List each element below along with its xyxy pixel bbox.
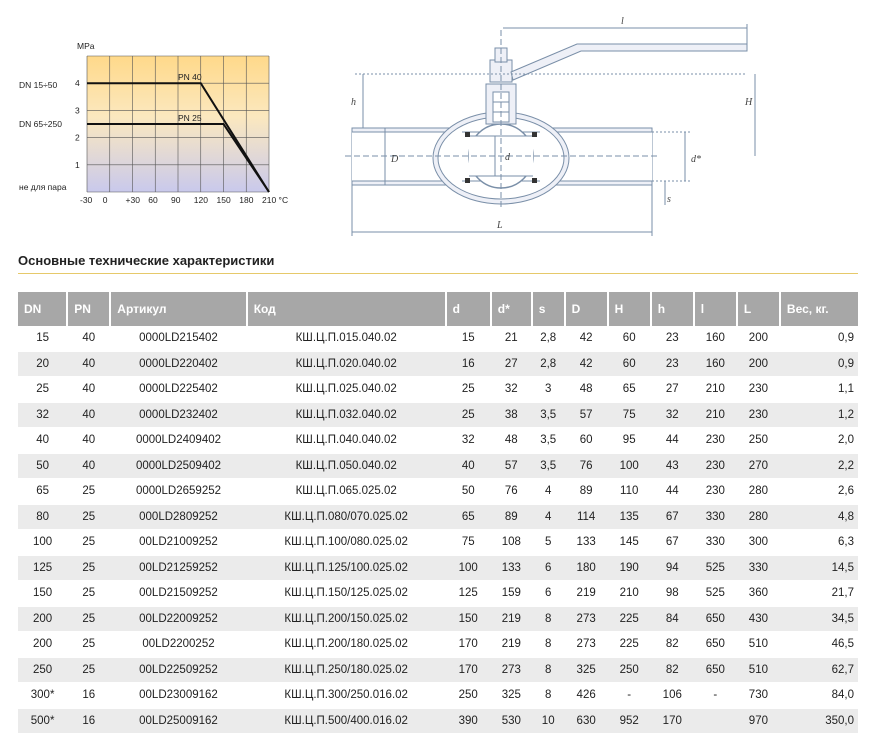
table-cell: 650 [694,657,737,683]
table-cell: КШ.Ц.П.025.040.02 [247,377,446,403]
column-header: H [608,292,651,326]
table-cell: 273 [565,606,608,632]
table-cell: 32 [18,402,67,428]
table-cell: КШ.Ц.П.200/150.025.02 [247,606,446,632]
table-cell: 225 [608,632,651,658]
table-cell: 170 [446,657,491,683]
table-cell: 0,9 [780,351,858,377]
table-cell: 108 [491,530,532,556]
table-cell: 426 [565,683,608,709]
table-cell: 00LD23009162 [110,683,246,709]
table-cell: 57 [491,453,532,479]
table-cell: 0000LD2409402 [110,428,246,454]
table-cell: 225 [608,606,651,632]
table-cell: 8 [532,606,565,632]
specs-table [18,292,858,734]
table-cell: 210 [694,402,737,428]
table-cell: 3,5 [532,402,565,428]
table-cell: 25 [446,402,491,428]
table-cell: 000LD2809252 [110,504,246,530]
table-cell: 00LD21009252 [110,530,246,556]
table-cell: 250 [446,683,491,709]
table-cell: КШ.Ц.П.020.040.02 [247,351,446,377]
section-title: Основные технические характеристики [18,253,275,268]
table-cell: 280 [737,504,780,530]
table-header-row [18,292,858,326]
table-cell: 16 [446,351,491,377]
table-cell: 48 [491,428,532,454]
table-row [18,428,858,454]
table-cell: 40 [18,428,67,454]
table-cell: 48 [565,377,608,403]
table-cell: 50 [18,453,67,479]
table-cell: 200 [18,632,67,658]
table-cell: 25 [446,377,491,403]
table-cell: КШ.Ц.П.065.025.02 [247,479,446,505]
table-cell: 14,5 [780,555,858,581]
table-cell: 50 [446,479,491,505]
table-cell: 76 [565,453,608,479]
chart-label-dn-large: DN 65÷250 [19,119,62,129]
table-cell: 230 [737,377,780,403]
table-cell: - [694,683,737,709]
table-cell: 3 [532,377,565,403]
table-cell: 5 [532,530,565,556]
chart-y-tick: 1 [75,159,80,170]
table-cell: 62,7 [780,657,858,683]
table-cell: 230 [737,402,780,428]
table-cell: 106 [651,683,694,709]
table-cell: 32 [651,402,694,428]
table-cell: 16 [67,708,110,734]
table-cell: 210 [608,581,651,607]
table-cell: КШ.Ц.П.125/100.025.02 [247,555,446,581]
table-cell: 00LD21509252 [110,581,246,607]
chart-x-tick: -30 [80,195,93,205]
table-cell: 250 [608,657,651,683]
table-cell: 330 [737,555,780,581]
table-cell: 0000LD225402 [110,377,246,403]
table-cell: 44 [651,428,694,454]
table-row [18,479,858,505]
table-cell: 98 [651,581,694,607]
table-cell: 16 [67,683,110,709]
table-cell: 133 [565,530,608,556]
valve-handle [511,44,747,80]
chart-x-tick: 210 °C [262,195,289,205]
table-cell: 2,0 [780,428,858,454]
table-cell: 44 [651,479,694,505]
table-cell [694,708,737,734]
table-cell: 1,2 [780,402,858,428]
table-cell: 200 [737,351,780,377]
chart-y-unit: MPa [77,41,95,51]
table-cell: 4 [532,504,565,530]
table-cell: КШ.Ц.П.150/125.025.02 [247,581,446,607]
valve-drawing [345,10,765,242]
table-cell: 159 [491,581,532,607]
table-cell: 15 [446,326,491,351]
table-cell: 21 [491,326,532,351]
table-cell: 2,2 [780,453,858,479]
table-cell: 6 [532,581,565,607]
table-cell: 3,5 [532,453,565,479]
table-cell: 23 [651,326,694,351]
column-header: d [446,292,491,326]
table-cell: 630 [565,708,608,734]
table-cell: 4 [532,479,565,505]
table-cell: 25 [67,632,110,658]
table-row [18,708,858,734]
title-divider [18,273,858,274]
dim-s: s [667,194,671,205]
chart-y-tick: 2 [75,132,80,143]
table-cell: 210 [694,377,737,403]
table-cell: 230 [694,479,737,505]
table-row [18,581,858,607]
table-cell: 390 [446,708,491,734]
table-cell: 273 [491,657,532,683]
table-cell: КШ.Ц.П.250/180.025.02 [247,657,446,683]
table-cell: 6,3 [780,530,858,556]
table-cell: 27 [651,377,694,403]
table-cell: 40 [67,453,110,479]
table-cell: 1,1 [780,377,858,403]
table-cell: 00LD22009252 [110,606,246,632]
table-row [18,606,858,632]
table-cell: 89 [565,479,608,505]
table-cell: 250 [18,657,67,683]
table-cell: 100 [608,453,651,479]
table-cell: 00LD25009162 [110,708,246,734]
table-cell: 325 [565,657,608,683]
table-cell: 0000LD232402 [110,402,246,428]
table-cell: 0000LD2659252 [110,479,246,505]
table-cell: 300* [18,683,67,709]
table-cell: 27 [491,351,532,377]
column-header: h [651,292,694,326]
table-cell: 970 [737,708,780,734]
table-cell: 219 [491,632,532,658]
table-cell: 0,9 [780,326,858,351]
table-cell: 40 [67,351,110,377]
table-cell: 60 [565,428,608,454]
column-header: DN [18,292,67,326]
table-cell: 273 [565,632,608,658]
chart-x-tick: 60 [148,195,158,205]
table-cell: 952 [608,708,651,734]
table-row [18,683,858,709]
table-cell: 160 [694,351,737,377]
table-cell: 25 [67,606,110,632]
table-cell: 60 [608,326,651,351]
column-header: D [565,292,608,326]
table-cell: 75 [446,530,491,556]
table-cell: 3,5 [532,428,565,454]
table-cell: 40 [67,402,110,428]
table-cell: 00LD21259252 [110,555,246,581]
table-cell: 500* [18,708,67,734]
dim-D: D [391,154,399,165]
chart-x-tick: 120 [193,195,208,205]
chart-x-tick: 180 [239,195,254,205]
dim-H: H [745,97,753,108]
table-cell: 32 [446,428,491,454]
table-cell: 230 [694,428,737,454]
column-header: Вес, кг. [780,292,858,326]
table-row [18,377,858,403]
table-cell: 2,8 [532,351,565,377]
chart-x-tick: +30 [125,195,140,205]
chart-x-tick: 90 [171,195,181,205]
table-cell: 82 [651,632,694,658]
table-cell: 23 [651,351,694,377]
table-row [18,555,858,581]
table-cell: 65 [608,377,651,403]
table-cell: 40 [446,453,491,479]
chart-x-tick: 150 [216,195,231,205]
table-cell: КШ.Ц.П.040.040.02 [247,428,446,454]
table-cell: 60 [608,351,651,377]
table-cell: 89 [491,504,532,530]
table-cell: 730 [737,683,780,709]
table-cell: 510 [737,657,780,683]
table-cell: 110 [608,479,651,505]
table-cell: 100 [18,530,67,556]
table-cell: КШ.Ц.П.300/250.016.02 [247,683,446,709]
table-cell: - [608,683,651,709]
table-cell: 270 [737,453,780,479]
table-cell: 32 [491,377,532,403]
table-cell: 67 [651,530,694,556]
table-cell: 76 [491,479,532,505]
table-cell: 510 [737,632,780,658]
table-cell: КШ.Ц.П.500/400.016.02 [247,708,446,734]
table-cell: 170 [651,708,694,734]
table-cell: 75 [608,402,651,428]
table-cell: 57 [565,402,608,428]
table-cell: 100 [446,555,491,581]
table-cell: 25 [67,479,110,505]
table-cell: 325 [491,683,532,709]
table-cell: 6 [532,555,565,581]
dim-l: l [621,16,624,27]
table-row [18,326,858,351]
table-cell: 65 [446,504,491,530]
table-row [18,632,858,658]
table-cell: 530 [491,708,532,734]
table-cell: 360 [737,581,780,607]
table-cell: 170 [446,632,491,658]
table-cell: 0000LD220402 [110,351,246,377]
table-cell: 650 [694,632,737,658]
table-cell: 10 [532,708,565,734]
table-cell: 00LD2200252 [110,632,246,658]
dim-d: d [505,152,510,163]
table-row [18,402,858,428]
table-cell: 34,5 [780,606,858,632]
table-cell: 330 [694,504,737,530]
column-header: s [532,292,565,326]
table-cell: 230 [694,453,737,479]
table-cell: 114 [565,504,608,530]
table-cell: 180 [565,555,608,581]
table-cell: 190 [608,555,651,581]
table-cell: 4,8 [780,504,858,530]
table-cell: 43 [651,453,694,479]
table-cell: КШ.Ц.П.050.040.02 [247,453,446,479]
table-cell: 38 [491,402,532,428]
dim-d-star: d* [691,154,701,165]
table-cell: 20 [18,351,67,377]
dim-h: h [351,97,356,108]
table-cell: 21,7 [780,581,858,607]
table-cell: 0000LD215402 [110,326,246,351]
chart-y-tick: 3 [75,105,80,116]
table-cell: 67 [651,504,694,530]
table-cell: 40 [67,326,110,351]
chart-y-tick: 4 [75,78,80,89]
table-cell: 350,0 [780,708,858,734]
column-header: l [694,292,737,326]
column-header: d* [491,292,532,326]
column-header: L [737,292,780,326]
chart-x-tick: 0 [102,195,108,205]
table-cell: 219 [491,606,532,632]
table-cell: 250 [737,428,780,454]
series-label-pn25: PN 25 [178,113,202,123]
table-cell: 200 [18,606,67,632]
chart-label-dn-small: DN 15÷50 [19,80,58,90]
table-cell: 25 [67,504,110,530]
table-row [18,351,858,377]
table-cell: 25 [67,581,110,607]
table-cell: 150 [18,581,67,607]
table-cell: 42 [565,326,608,351]
table-cell: 160 [694,326,737,351]
table-cell: 65 [18,479,67,505]
series-label-pn40: PN 40 [178,72,202,83]
table-cell: 15 [18,326,67,351]
pressure-temperature-chart [0,0,300,215]
table-cell: 8 [532,657,565,683]
table-row [18,657,858,683]
table-cell: 2,6 [780,479,858,505]
table-cell: 40 [67,428,110,454]
table-cell: 25 [67,530,110,556]
table-cell: 280 [737,479,780,505]
table-cell: 200 [737,326,780,351]
table-cell: 133 [491,555,532,581]
table-cell: КШ.Ц.П.080/070.025.02 [247,504,446,530]
table-cell: 80 [18,504,67,530]
table-cell: КШ.Ц.П.015.040.02 [247,326,446,351]
table-cell: 95 [608,428,651,454]
table-cell: 300 [737,530,780,556]
table-cell: 219 [565,581,608,607]
column-header: Артикул [110,292,246,326]
table-cell: 94 [651,555,694,581]
table-row [18,504,858,530]
column-header: Код [247,292,446,326]
table-cell: 00LD22509252 [110,657,246,683]
table-row [18,530,858,556]
table-cell: 525 [694,581,737,607]
table-cell: 650 [694,606,737,632]
chart-label-no-steam: не для пара [19,182,67,192]
table-cell: 8 [532,632,565,658]
column-header: PN [67,292,110,326]
table-cell: 2,8 [532,326,565,351]
table-cell: 42 [565,351,608,377]
table-cell: 46,5 [780,632,858,658]
table-cell: 0000LD2509402 [110,453,246,479]
table-cell: 145 [608,530,651,556]
table-cell: 82 [651,657,694,683]
table-cell: 125 [446,581,491,607]
table-cell: 135 [608,504,651,530]
table-cell: 25 [67,657,110,683]
table-cell: КШ.Ц.П.100/080.025.02 [247,530,446,556]
table-cell: 150 [446,606,491,632]
table-cell: 430 [737,606,780,632]
table-cell: 25 [18,377,67,403]
table-cell: КШ.Ц.П.032.040.02 [247,402,446,428]
table-cell: 84,0 [780,683,858,709]
table-cell: 525 [694,555,737,581]
dim-L: L [497,220,503,231]
table-cell: 84 [651,606,694,632]
table-cell: 330 [694,530,737,556]
table-cell: 125 [18,555,67,581]
table-cell: 8 [532,683,565,709]
table-row [18,453,858,479]
table-cell: 40 [67,377,110,403]
table-cell: КШ.Ц.П.200/180.025.02 [247,632,446,658]
table-cell: 25 [67,555,110,581]
